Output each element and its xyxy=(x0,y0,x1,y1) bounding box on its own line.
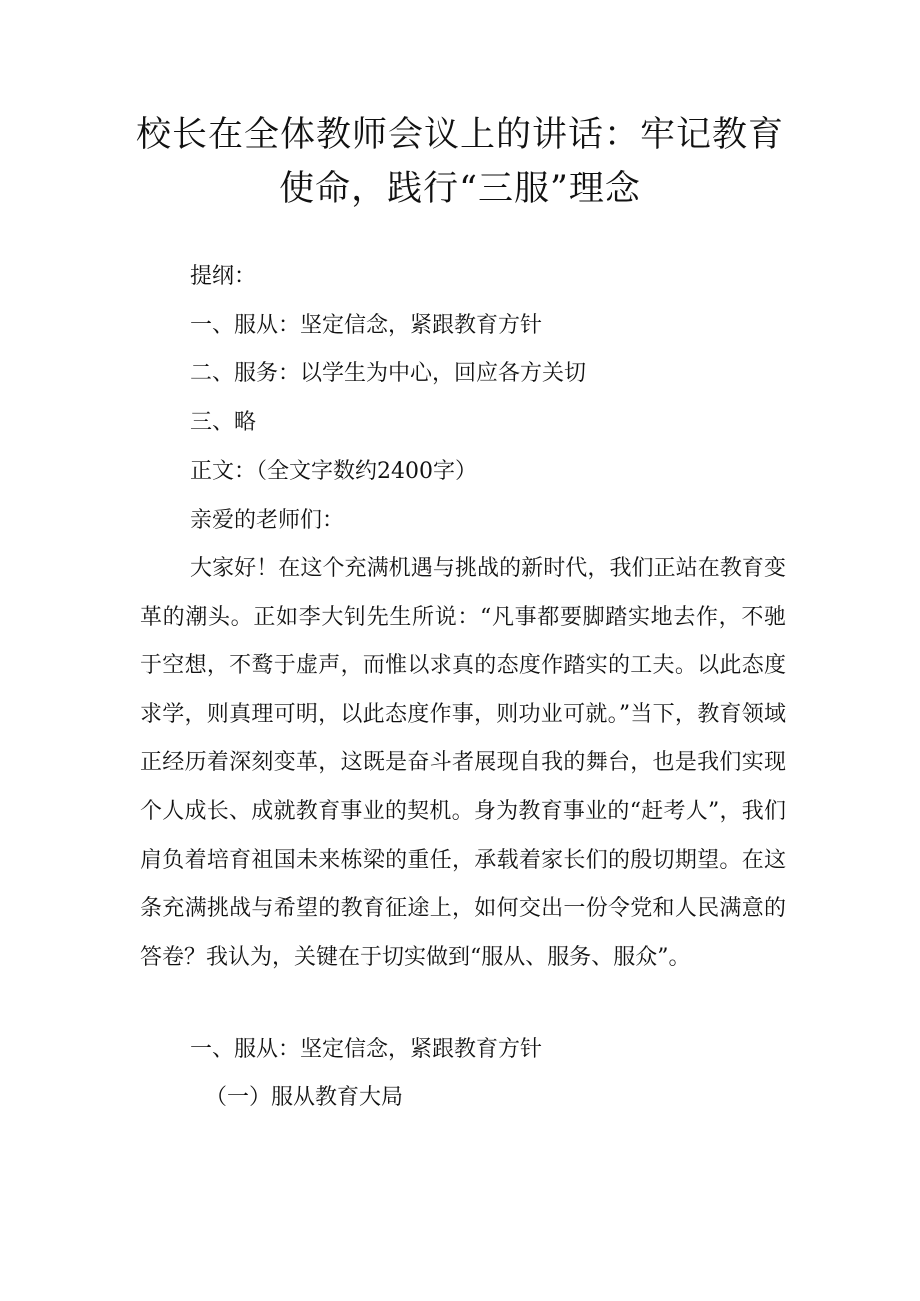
greeting: 亲爱的老师们： xyxy=(190,508,345,533)
document-title: 校长在全体教师会议上的讲话：牢记教育使命，践行“三服”理念 xyxy=(135,115,784,209)
opening-paragraph: 大家好！在这个充满机遇与挑战的新时代，我们正站在教育变革的潮头。正如李大钊先生所说：“凡事都要脚踏实地去作，不驰于空想，不鹜于虚声，而惟以求真的态度作踏实的工夫。以此态度求学，则真理可明，以此态度作事，则功业可就。”当下，教育领域正经历着深刻变革，这既是奋斗者展现自我的舞台，也是我们实现个人成长、成就教育事业的契机。身为教育事业的“赶考人”，我们肩负着培育祖国未来栋梁的重任，承载着家长们的殷切期望。在这条充满挑战与希望的教育征途上，如何交出一份令党和人民满意的答卷？我认为，关键在于切实做到“服从、服务、服众”。 xyxy=(140,556,786,970)
section-heading: 一、服从：坚定信念，紧跟教育方针 xyxy=(190,1037,543,1062)
body-word-count-note: 正文：（全文字数约2400字） xyxy=(190,459,477,484)
outline-heading: 提纲： xyxy=(190,264,257,289)
outline-item-1: 一、服从：坚定信念，紧跟教育方针 xyxy=(190,313,543,338)
subsection-heading: （一）服从教育大局 xyxy=(205,1085,404,1110)
outline-item-3: 三、略 xyxy=(190,410,257,435)
outline-item-2: 二、服务：以学生为中心，回应各方关切 xyxy=(190,361,587,386)
